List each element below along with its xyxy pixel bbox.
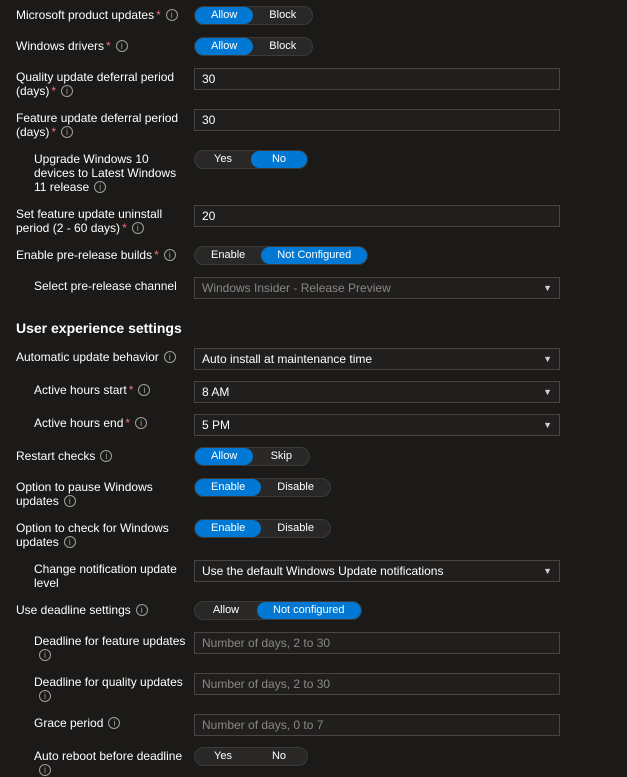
setting-label-option-to-pause-windows-updates	[16, 478, 194, 508]
setting-label-auto-reboot-before-deadline	[16, 747, 194, 777]
toggle-option-allow[interactable]: Allow	[212, 604, 240, 616]
required-asterisk: *	[154, 248, 159, 262]
label-text: Active hours end	[34, 416, 124, 430]
label-text: Change notification update level	[34, 562, 177, 590]
dropdown-value[interactable]: Auto install at maintenance time	[194, 348, 560, 370]
dropdown-value[interactable]: Use the default Windows Update notifications	[194, 560, 560, 582]
setting-label-change-notification-update-level	[16, 560, 194, 590]
setting-row-automatic-update-behavior	[0, 348, 627, 370]
info-icon[interactable]: i	[132, 222, 144, 234]
chevron-down-icon: ▼	[543, 387, 552, 397]
toggle-option-not-configured[interactable]: Not Configured	[261, 247, 367, 264]
required-asterisk: *	[122, 221, 127, 235]
setting-label-restart-checks	[16, 447, 194, 463]
setting-row-grace-period	[0, 714, 627, 736]
required-asterisk: *	[51, 125, 57, 139]
setting-row-auto-reboot-before-deadline	[0, 747, 627, 777]
toggle-option-yes[interactable]: Yes	[214, 153, 232, 165]
setting-label-use-deadline-settings	[16, 601, 194, 617]
update-settings-group	[0, 6, 627, 299]
toggle-group-auto-reboot-before-deadline[interactable]	[194, 747, 308, 766]
section-title-user-experience: User experience settings	[16, 320, 182, 336]
chevron-down-icon: ▼	[543, 420, 552, 430]
info-icon[interactable]: i	[100, 450, 112, 462]
setting-control	[194, 478, 613, 497]
setting-row-select-pre-release-channel	[0, 277, 627, 299]
setting-control	[194, 348, 613, 370]
toggle-option-block[interactable]: Block	[269, 40, 297, 52]
label-text: Grace period	[34, 716, 104, 730]
label-text: Microsoft product updates	[16, 8, 155, 22]
setting-label-microsoft-product-updates	[16, 6, 194, 22]
required-asterisk: *	[125, 416, 131, 430]
toggle-group-restart-checks[interactable]	[194, 447, 310, 466]
setting-label-upgrade-windows-10-devices-to-latest-windows-11-	[16, 150, 194, 194]
setting-label-deadline-for-feature-updates	[16, 632, 194, 662]
setting-control	[194, 414, 613, 436]
toggle-group-microsoft-product-updates[interactable]	[194, 6, 313, 25]
text-input-grace-period[interactable]	[194, 714, 560, 736]
setting-control	[194, 246, 613, 265]
toggle-option-not-configured[interactable]: Not configured	[257, 602, 361, 619]
toggle-group-use-deadline-settings[interactable]	[194, 601, 362, 620]
info-icon[interactable]: i	[61, 126, 73, 138]
setting-row-restart-checks	[0, 447, 627, 467]
text-input-deadline-for-feature-updates[interactable]	[194, 632, 560, 654]
setting-control	[194, 37, 613, 56]
dropdown-active-hours-start[interactable]	[194, 381, 560, 403]
toggle-option-disable[interactable]: Disable	[277, 481, 314, 493]
toggle-option-enable[interactable]: Enable	[211, 249, 246, 261]
setting-label-feature-update-deferral-period-days	[16, 109, 194, 139]
label-text: Set feature update uninstall period (2 - 60 days)	[16, 207, 163, 235]
toggle-group-option-to-pause-windows-updates[interactable]	[194, 478, 331, 497]
user-experience-settings-group	[0, 348, 627, 777]
setting-label-windows-drivers	[16, 37, 194, 53]
setting-control	[194, 714, 613, 736]
dropdown-value[interactable]: Windows Insider - Release Preview	[194, 277, 560, 299]
info-icon[interactable]: i	[39, 690, 51, 702]
text-input-feature-update-deferral-period-days[interactable]	[194, 109, 560, 131]
label-text: Option to pause Windows updates	[16, 480, 153, 508]
setting-row-deadline-for-feature-updates	[0, 632, 627, 662]
chevron-down-icon: ▼	[543, 354, 552, 364]
required-asterisk: *	[106, 39, 111, 53]
info-icon[interactable]: i	[135, 417, 147, 429]
label-text: Quality update deferral period (days)	[16, 70, 175, 98]
setting-row-change-notification-update-level	[0, 560, 627, 590]
info-icon[interactable]: i	[39, 764, 51, 776]
setting-label-deadline-for-quality-updates	[16, 673, 194, 703]
setting-row-microsoft-product-updates	[0, 6, 627, 26]
setting-control	[194, 673, 613, 695]
label-text: Windows drivers	[16, 39, 105, 53]
setting-row-use-deadline-settings	[0, 601, 627, 621]
info-icon[interactable]: i	[116, 40, 128, 52]
setting-control	[194, 150, 613, 169]
required-asterisk: *	[51, 84, 57, 98]
dropdown-change-notification-update-level[interactable]	[194, 560, 560, 582]
setting-control	[194, 277, 613, 299]
setting-row-feature-update-deferral-period-days	[0, 109, 627, 139]
setting-label-option-to-check-for-windows-updates	[16, 519, 194, 549]
label-text: Use deadline settings	[16, 603, 131, 617]
setting-row-enable-pre-release-builds	[0, 246, 627, 266]
label-text: Upgrade Windows 10 devices to Latest Windows 11 release	[34, 152, 177, 194]
info-icon[interactable]: i	[138, 384, 150, 396]
label-text: Automatic update behavior	[16, 350, 159, 364]
toggle-option-no[interactable]: No	[251, 151, 307, 168]
setting-control	[194, 601, 613, 620]
setting-control	[194, 632, 613, 654]
label-text: Auto reboot before deadline	[34, 749, 183, 763]
setting-row-set-feature-update-uninstall-period-2-60-days	[0, 205, 627, 235]
setting-row-option-to-check-for-windows-updates	[0, 519, 627, 549]
setting-row-deadline-for-quality-updates	[0, 673, 627, 703]
text-input-deadline-for-quality-updates[interactable]	[194, 673, 560, 695]
setting-label-set-feature-update-uninstall-period-2-60-days	[16, 205, 194, 235]
text-input-set-feature-update-uninstall-period-2-60-days[interactable]	[194, 205, 560, 227]
dropdown-select-pre-release-channel[interactable]	[194, 277, 560, 299]
setting-label-grace-period	[16, 714, 194, 730]
setting-label-quality-update-deferral-period-days	[16, 68, 194, 98]
setting-control	[194, 68, 613, 90]
text-input-quality-update-deferral-period-days[interactable]	[194, 68, 560, 90]
setting-label-select-pre-release-channel	[16, 277, 194, 293]
toggle-group-enable-pre-release-builds[interactable]	[194, 246, 368, 265]
setting-row-upgrade-windows-10-devices-to-latest-windows-11-	[0, 150, 627, 194]
chevron-down-icon: ▼	[543, 283, 552, 293]
label-text: Active hours start	[34, 383, 127, 397]
info-icon[interactable]: i	[64, 495, 76, 507]
setting-label-enable-pre-release-builds	[16, 246, 194, 262]
toggle-option-allow[interactable]: Allow	[195, 38, 253, 55]
setting-control	[194, 381, 613, 403]
label-text: Select pre-release channel	[34, 279, 177, 293]
setting-label-active-hours-start	[16, 381, 194, 397]
setting-control	[194, 109, 613, 131]
setting-row-active-hours-end	[0, 414, 627, 436]
setting-control	[194, 747, 613, 766]
setting-label-active-hours-end	[16, 414, 194, 430]
toggle-group-upgrade-windows-10-devices-to-latest-windows-11-[interactable]	[194, 150, 308, 169]
chevron-down-icon: ▼	[543, 566, 552, 576]
info-icon[interactable]: i	[64, 536, 76, 548]
info-icon[interactable]: i	[108, 717, 120, 729]
setting-row-windows-drivers	[0, 37, 627, 57]
required-asterisk: *	[156, 8, 161, 22]
toggle-option-no[interactable]: No	[271, 750, 287, 762]
label-text: Deadline for quality updates	[34, 675, 183, 689]
setting-control	[194, 205, 613, 227]
toggle-option-enable[interactable]: Enable	[195, 479, 261, 496]
toggle-option-disable[interactable]: Disable	[277, 522, 314, 534]
label-text: Deadline for feature updates	[34, 634, 186, 648]
label-text: Restart checks	[16, 449, 96, 463]
label-text: Feature update deferral period (days)	[16, 111, 179, 139]
toggle-option-allow[interactable]: Allow	[195, 448, 253, 465]
setting-control	[194, 519, 613, 538]
info-icon[interactable]: i	[166, 9, 178, 21]
info-icon[interactable]: i	[164, 351, 176, 363]
info-icon[interactable]: i	[39, 649, 51, 661]
info-icon[interactable]: i	[61, 85, 73, 97]
label-text: Option to check for Windows updates	[16, 521, 169, 549]
setting-row-quality-update-deferral-period-days	[0, 68, 627, 98]
info-icon[interactable]: i	[136, 604, 148, 616]
setting-row-active-hours-start	[0, 381, 627, 403]
dropdown-value[interactable]: 8 AM	[194, 381, 560, 403]
toggle-option-enable[interactable]: Enable	[195, 520, 261, 537]
toggle-option-allow[interactable]: Allow	[195, 7, 253, 24]
toggle-group-windows-drivers[interactable]	[194, 37, 313, 56]
toggle-group-option-to-check-for-windows-updates[interactable]	[194, 519, 331, 538]
info-icon[interactable]: i	[164, 249, 176, 261]
setting-control	[194, 560, 613, 582]
info-icon[interactable]: i	[94, 181, 106, 193]
toggle-option-block[interactable]: Block	[269, 9, 297, 21]
setting-label-automatic-update-behavior	[16, 348, 194, 364]
toggle-option-skip[interactable]: Skip	[270, 450, 292, 462]
dropdown-automatic-update-behavior[interactable]	[194, 348, 560, 370]
setting-control	[194, 447, 613, 466]
required-asterisk: *	[128, 383, 134, 397]
toggle-option-yes[interactable]: Yes	[214, 750, 232, 762]
label-text: Enable pre-release builds	[16, 248, 153, 262]
dropdown-value[interactable]: 5 PM	[194, 414, 560, 436]
dropdown-active-hours-end[interactable]	[194, 414, 560, 436]
setting-row-option-to-pause-windows-updates	[0, 478, 627, 508]
setting-control	[194, 6, 613, 25]
